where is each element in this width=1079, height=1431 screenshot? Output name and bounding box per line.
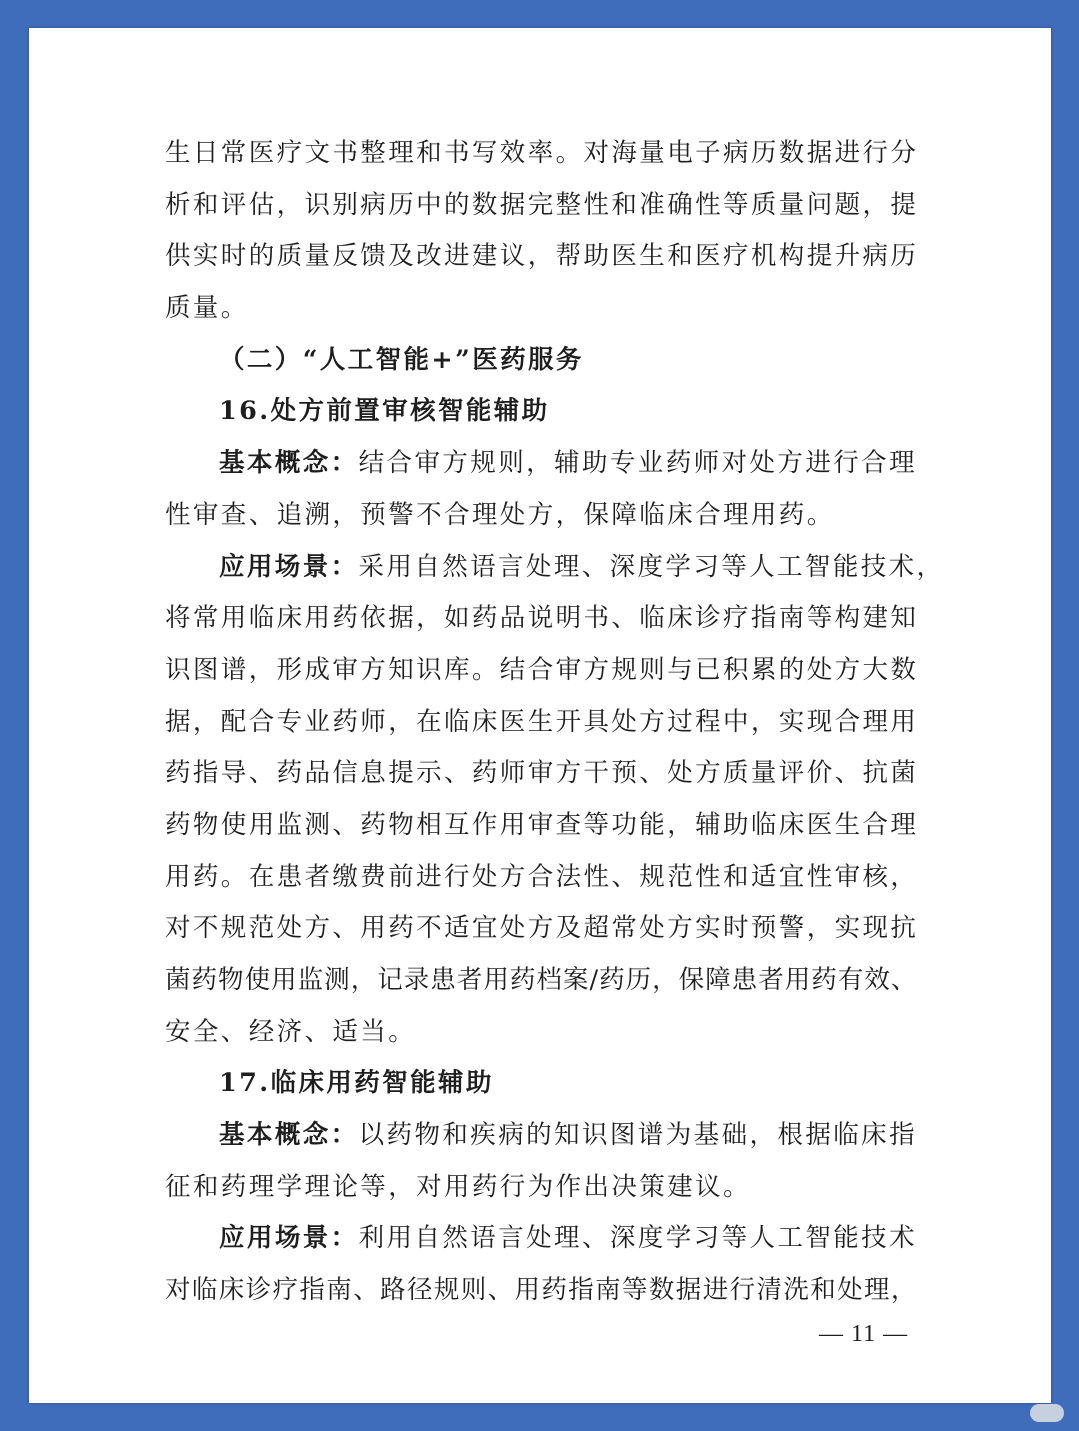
text-line: 性审查、追溯，预警不合理处方，保障临床合理用药。 [165,499,835,530]
item-16-title: 16.处方前置审核智能辅助 [219,396,550,427]
text-line: 据，配合专业药师，在临床医生开具处方过程中，实现合理用 [165,706,919,737]
section-heading: （二）“人工智能+”医药服务 [219,344,584,375]
item-16-concept-first-line [165,438,917,490]
text-line: 生日常医疗文书整理和书写效率。对海量电子病历数据进行分 [165,138,919,168]
text-line: 析和评估，识别病历中的数据完整性和准确性等质量问题，提 [165,189,919,220]
concept-text: 结合审方规则，辅助专业药师对处方进行合理 [358,448,917,479]
scenario-label: 应用场景： [219,551,359,582]
text-line: 供实时的质量反馈及改进建议，帮助医生和医疗机构提升病历 [165,241,919,272]
page-number: — 11 — [819,1321,909,1347]
item-17-scenario-first-line [165,1213,917,1265]
text-line: 用药。在患者缴费前进行处方合法性、规范性和适宜性审核， [165,861,919,892]
text-line: 识图谱，形成审方知识库。结合审方规则与已积累的处方大数 [165,654,919,685]
item-17-concept-first-line [165,1110,917,1162]
item-16-scenario-first-line [165,542,945,594]
text-line: 对临床诊疗指南、路径规则、用药指南等数据进行清洗和处理， [165,1275,917,1306]
text-line: 质量。 [165,293,249,324]
scenario-label: 应用场景： [219,1223,359,1254]
concept-label: 基本概念： [219,1120,359,1151]
scenario-text: 采用自然语言处理、深度学习等人工智能技术， [358,551,945,582]
text-line: 菌药物使用监测，记录患者用药档案/药历，保障患者用药有效、 [165,965,917,995]
scenario-text: 利用自然语言处理、深度学习等人工智能技术 [358,1223,917,1254]
text-line: 征和药理学理论等，对用药行为作出决策建议。 [165,1171,751,1202]
concept-text: 以药物和疾病的知识图谱为基础，根据临床指 [358,1120,917,1151]
document-body [165,128,945,1317]
text-line: 药物使用监测、药物相互作用审查等功能，辅助临床医生合理 [165,809,919,840]
item-17-title: 17.临床用药智能辅助 [219,1068,494,1099]
text-line: 药指导、药品信息提示、药师审方干预、处方质量评价、抗菌 [165,758,919,789]
watermark-logo [1030,1404,1064,1422]
document-page [29,28,1051,1403]
text-line: 安全、经济、适当。 [165,1016,417,1047]
text-line: 将常用临床用药依据，如药品说明书、临床诊疗指南等构建知 [165,603,919,634]
text-line: 对不规范处方、用药不适宜处方及超常处方实时预警，实现抗 [165,913,919,944]
concept-label: 基本概念： [219,448,359,479]
